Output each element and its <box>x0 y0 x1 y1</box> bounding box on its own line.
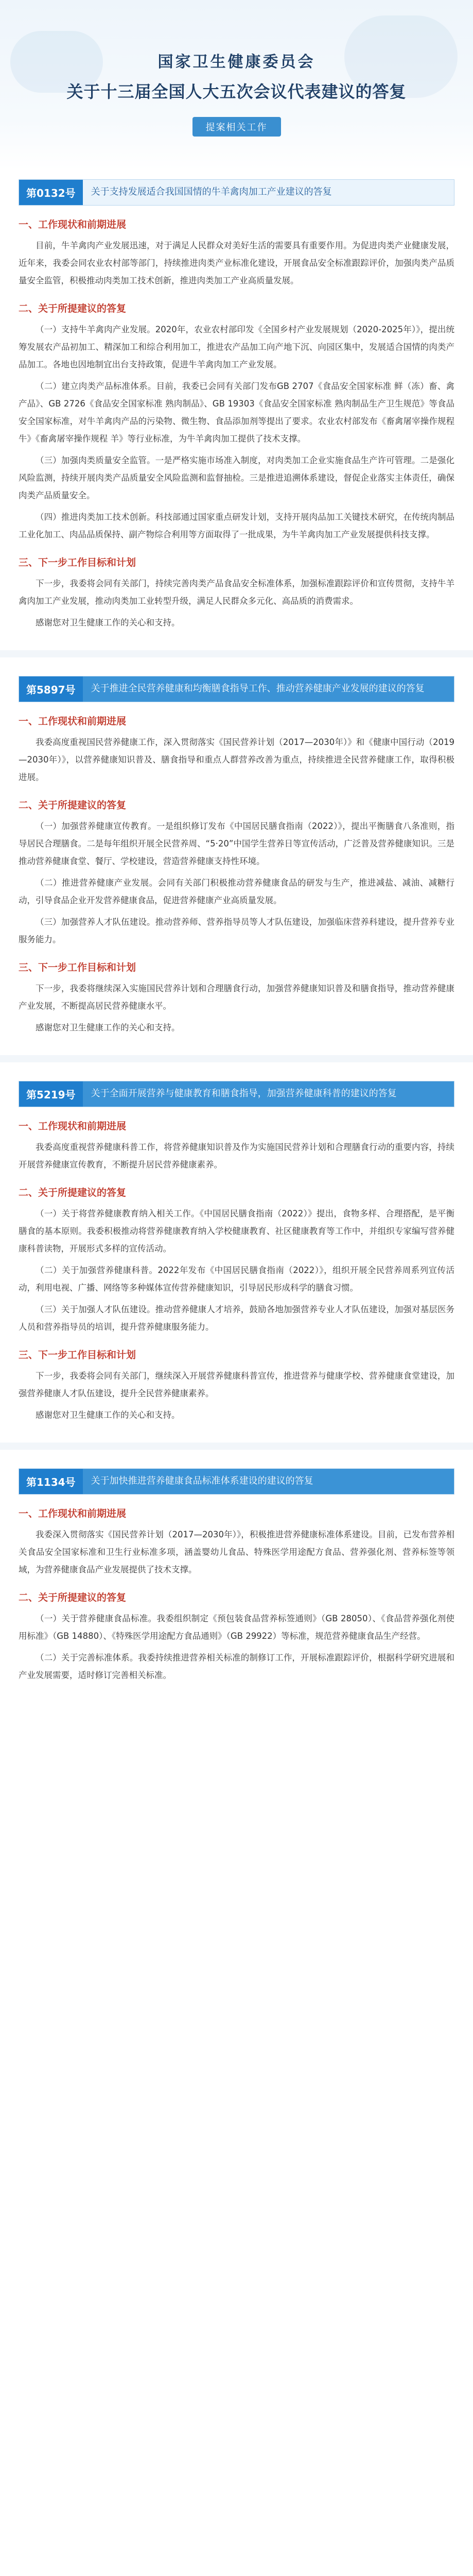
section-divider <box>0 1443 473 1450</box>
section-paragraph: 感谢您对卫生健康工作的关心和支持。 <box>36 1410 180 1420</box>
section-paragraph: （二）推进营养健康产业发展。会同有关部门积极推动营养健康食品的研发与生产，推进减盐、减油、减糖行动，引导食品企业开发营养健康食品，促进营养健康产业高质量发展。 <box>19 878 454 905</box>
section-title: 关于支持发展适合我国国情的牛羊禽肉加工产业建议的答复 <box>83 180 454 205</box>
sections-container <box>0 170 473 1693</box>
answer-section <box>19 1459 454 1693</box>
section-header <box>19 179 454 206</box>
section-title: 关于加快推进营养健康食品标准体系建设的建议的答复 <box>83 1469 454 1494</box>
section-subheading: 三、下一步工作目标和计划 <box>19 1349 136 1361</box>
section-paragraph: （一）关于将营养健康教育纳入相关工作。《中国居民膳食指南（2022）》提出，食物多样、合理搭配，是平衡膳食的基本原则。我委积极推动将营养健康教育纳入学校健康教育、社区健康教育等工作中，并组织专家编写营养健康科普读物，开展形式多样的宣传活动。 <box>19 1209 454 1253</box>
section-paragraph: 下一步，我委将会同有关部门，持续完善肉类产品食品安全标准体系，加强标准跟踪评价和宣传贯彻，支持牛羊禽肉加工产业发展，推动肉类加工业转型升级，满足人民群众多元化、高品质的消费需求。 <box>19 579 454 606</box>
section-paragraph: 目前，牛羊禽肉产业发展迅速，对于满足人民群众对美好生活的需要具有重要作用。为促进肉类产业健康发展，近年来，我委会同农业农村部等部门，持续推进肉类产业标准化建设，开展食品安全标准跟踪评价，加强肉类产品质量安全监管，积极推动肉类加工技术创新，推进肉类加工产业高质量发展。 <box>19 241 454 285</box>
answer-section <box>19 170 454 641</box>
section-paragraph: （四）推进肉类加工技术创新。科技部通过国家重点研发计划，支持开展肉品加工关键技术研究，在传统肉制品工业化加工、肉品品质保持、副产物综合利用等方面取得了一批成果，为牛羊禽肉加工产业发展提供科技支撑。 <box>19 512 454 539</box>
section-paragraph: （一）关于营养健康食品标准。我委组织制定《预包装食品营养标签通则》（GB 28050）、《食品营养强化剂使用标准》（GB 14880）、《特殊医学用途配方食品通则》（GB 29922）等标准，规范营养健康食品生产经营。 <box>19 1614 454 1641</box>
section-paragraph: （二）关于完善标准体系。我委持续推进营养相关标准的制修订工作，开展标准跟踪评价，根据科学研究进展和产业发展需要，适时修订完善相关标准。 <box>19 1653 454 1680</box>
section-subheading: 二、关于所提建议的答复 <box>19 303 127 314</box>
section-paragraph: （三）加强肉类质量安全监管。一是严格实施市场准入制度，对肉类加工企业实施食品生产许可管理。二是强化风险监测，持续开展肉类产品质量安全风险监测和监督抽检。三是推进追溯体系建设，督促企业落实主体责任，确保肉类产品质量安全。 <box>19 455 454 500</box>
header-title: 关于十三届全国人大五次会议代表建议的答复 <box>66 82 407 101</box>
section-paragraph: （二）建立肉类产品标准体系。目前，我委已会同有关部门发布GB 2707《食品安全国家标准 鲜（冻）畜、禽产品》、GB 2726《食品安全国家标准 熟肉制品》、GB 19303《食品安全国家标准 熟肉制品生产卫生规范》等食品安全国家标准，对牛羊禽肉产品的污染物、微生物、食品添加剂等提出了要求。农业农村部发布《畜禽屠宰操作规程 牛》《畜禽屠宰操作规程 羊》等行业标准，为牛羊禽肉加工提供了技术支撑。 <box>19 381 454 444</box>
section-header <box>19 1081 454 1107</box>
section-paragraph: 下一步，我委将会同有关部门，继续深入开展营养健康科普宣传，推进营养与健康学校、营养健康食堂建设，加强营养健康人才队伍建设，提升全民营养健康素养。 <box>19 1371 454 1398</box>
section-paragraph: 感谢您对卫生健康工作的关心和支持。 <box>36 1023 180 1032</box>
header-org: 国家卫生健康委员会 <box>157 53 316 71</box>
section-paragraph: （二）关于加强营养健康科普。2022年发布《中国居民膳食指南（2022）》，组织开展全民营养周系列宣传活动，利用电视、广播、网络等多种媒体宣传营养健康知识，引导居民形成科学的膳食习惯。 <box>19 1265 454 1293</box>
section-paragraph: （一）加强营养健康宣传教育。一是组织修订发布《中国居民膳食指南（2022）》，提出平衡膳食八条准则，指导居民合理膳食。二是每年组织开展全民营养周、“5·20”中国学生营养日等宣传活动，广泛普及营养健康知识。三是推动营养健康食堂、餐厅、学校建设，营造营养健康支持性环境。 <box>19 821 454 866</box>
section-divider <box>0 650 473 657</box>
section-subheading: 二、关于所提建议的答复 <box>19 800 127 811</box>
section-number: 第0132号 <box>19 180 83 205</box>
answer-section <box>19 1072 454 1433</box>
section-paragraph: 下一步，我委将继续深入实施国民营养计划和合理膳食行动，加强营养健康知识普及和膳食指导，推动营养健康产业发展，不断提高居民营养健康水平。 <box>19 984 454 1011</box>
section-number: 第1134号 <box>19 1469 83 1494</box>
section-paragraph: 我委高度重视营养健康科普工作，将营养健康知识普及作为实施国民营养计划和合理膳食行动的重要内容，持续开展营养健康宣传教育，不断提升居民营养健康素养。 <box>19 1142 454 1170</box>
section-header <box>19 676 454 702</box>
header-tag: 提案相关工作 <box>192 117 281 137</box>
section-title: 关于全面开展营养与健康教育和膳食指导，加强营养健康科普的建议的答复 <box>83 1081 454 1107</box>
section-paragraph: 我委深入贯彻落实《国民营养计划（2017—2030年）》，积极推进营养健康标准体系建设。目前，已发布营养相关食品安全国家标准和卫生行业标准多项，涵盖婴幼儿食品、特殊医学用途配方食品、营养强化剂、营养标签等领域，为营养健康食品产业发展提供了技术支撑。 <box>19 1530 454 1574</box>
section-paragraph: 感谢您对卫生健康工作的关心和支持。 <box>36 618 180 628</box>
section-paragraph: 我委高度重视国民营养健康工作，深入贯彻落实《国民营养计划（2017—2030年）》和《健康中国行动（2019—2030年）》，以营养健康知识普及、膳食指导和重点人群营养改善为重点，持续推进全民营养健康工作，取得积极进展。 <box>19 737 454 782</box>
section-subheading: 一、工作现状和前期进展 <box>19 716 127 727</box>
section-title: 关于推进全民营养健康和均衡膳食指导工作、推动营养健康产业发展的建议的答复 <box>83 676 454 702</box>
section-subheading: 三、下一步工作目标和计划 <box>19 557 136 568</box>
section-number: 第5897号 <box>19 676 83 702</box>
section-subheading: 一、工作现状和前期进展 <box>19 219 127 230</box>
page-header <box>0 0 473 170</box>
section-subheading: 二、关于所提建议的答复 <box>19 1592 127 1603</box>
section-subheading: 二、关于所提建议的答复 <box>19 1187 127 1198</box>
answer-section <box>19 667 454 1046</box>
section-paragraph: （三）关于加强人才队伍建设。推动营养健康人才培养，鼓励各地加强营养专业人才队伍建设，加强对基层医务人员和营养指导员的培训，提升营养健康服务能力。 <box>19 1304 454 1332</box>
section-subheading: 一、工作现状和前期进展 <box>19 1508 127 1519</box>
section-number: 第5219号 <box>19 1081 83 1107</box>
section-paragraph: （一）支持牛羊禽肉产业发展。2020年，农业农村部印发《全国乡村产业发展规划（2020-2025年）》，提出统筹发展农产品初加工、精深加工和综合利用加工，推进农产品加工向产地下沉、向园区集中，发展适合国情的肉类产品加工。各地也因地制宜出台支持政策，促进牛羊禽肉加工产业发展。 <box>19 325 454 369</box>
section-divider <box>0 1055 473 1062</box>
section-subheading: 三、下一步工作目标和计划 <box>19 962 136 973</box>
section-paragraph: （三）加强营养人才队伍建设。推动营养师、营养指导员等人才队伍建设，加强临床营养科建设，提升营养专业服务能力。 <box>19 917 454 944</box>
section-header <box>19 1468 454 1495</box>
section-subheading: 一、工作现状和前期进展 <box>19 1121 127 1132</box>
